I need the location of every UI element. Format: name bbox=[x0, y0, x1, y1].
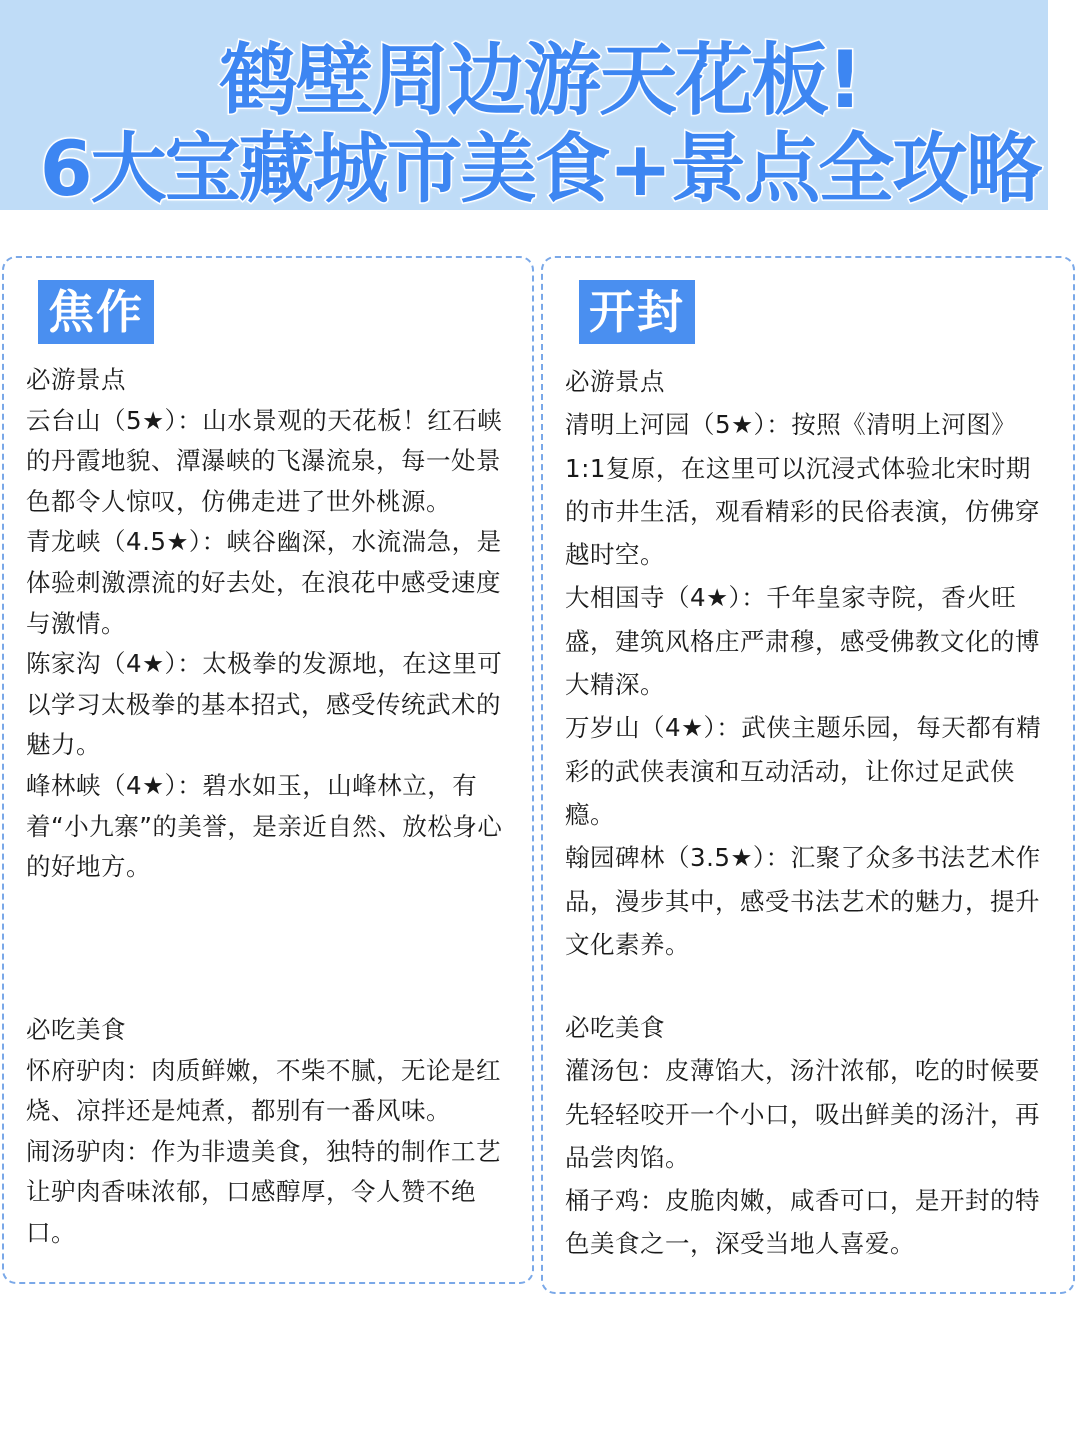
sights-heading: 必游景点 bbox=[26, 365, 126, 394]
sight-item: 云台山（5★）：山水景观的天花板！红石峡的丹霞地貌、潭瀑峡的飞瀑流泉，每一处景色都令人惊叹，仿佛走进了世外桃源。 bbox=[26, 405, 503, 516]
sight-item: 陈家沟（4★）：太极拳的发源地，在这里可以学习太极拳的基本招式，感受传统武术的魅力。 bbox=[26, 649, 503, 760]
sights-heading: 必游景点 bbox=[565, 367, 665, 396]
foods-heading: 必吃美食 bbox=[26, 1015, 126, 1044]
sight-item: 峰林峡（4★）：碧水如玉，山峰林立，有着“小九寨”的美誉，是亲近自然、放松身心的好地方。 bbox=[26, 770, 503, 882]
sights-section bbox=[565, 360, 1053, 966]
sight-item: 清明上河园（5★）：按照《清明上河图》1:1复原，在这里可以沉浸式体验北宋时期的市井生活，观看精彩的民俗表演，仿佛穿越时空。 bbox=[565, 410, 1040, 570]
food-item: 桶子鸡：皮脆肉嫩，咸香可口，是开封的特色美食之一，深受当地人喜爱。 bbox=[565, 1186, 1040, 1259]
sight-item: 大相国寺（4★）：千年皇家寺院，香火旺盛，建筑风格庄严肃穆，感受佛教文化的博大精深。 bbox=[565, 583, 1040, 700]
foods-section bbox=[26, 1010, 512, 1254]
food-item: 灌汤包：皮薄馅大，汤汁浓郁，吃的时候要先轻轻咬开一个小口，吸出鲜美的汤汁，再品尝肉馅。 bbox=[565, 1056, 1040, 1172]
food-item: 怀府驴肉：肉质鲜嫩，不柴不腻，无论是红烧、凉拌还是炖煮，都别有一番风味。 bbox=[26, 1055, 501, 1126]
foods-heading: 必吃美食 bbox=[565, 1013, 665, 1042]
city-card-kaifeng bbox=[541, 256, 1075, 1294]
page-title-line1: 鹤壁周边游天花板! bbox=[219, 36, 861, 126]
sight-item: 青龙峡（4.5★）：峡谷幽深，水流湍急，是体验刺激漂流的好去处，在浪花中感受速度与激情。 bbox=[26, 527, 502, 638]
city-tag: 开封 bbox=[579, 280, 695, 344]
sight-item: 万岁山（4★）：武侠主题乐园，每天都有精彩的武侠表演和互动活动，让你过足武侠瘾。 bbox=[565, 713, 1042, 829]
city-tag: 焦作 bbox=[38, 280, 154, 344]
page-title-line2: 6大宝藏城市美食+景点全攻略 bbox=[39, 124, 1041, 213]
food-item: 闹汤驴肉：作为非遗美食，独特的制作工艺让驴肉香味浓郁，口感醇厚，令人赞不绝口。 bbox=[26, 1136, 501, 1247]
city-card-jiaozuo bbox=[2, 256, 534, 1284]
sights-section bbox=[26, 360, 512, 888]
sight-item: 翰园碑林（3.5★）：汇聚了众多书法艺术作品，漫步其中，感受书法艺术的魅力，提升文化素养。 bbox=[565, 843, 1041, 959]
foods-section bbox=[565, 1006, 1053, 1266]
